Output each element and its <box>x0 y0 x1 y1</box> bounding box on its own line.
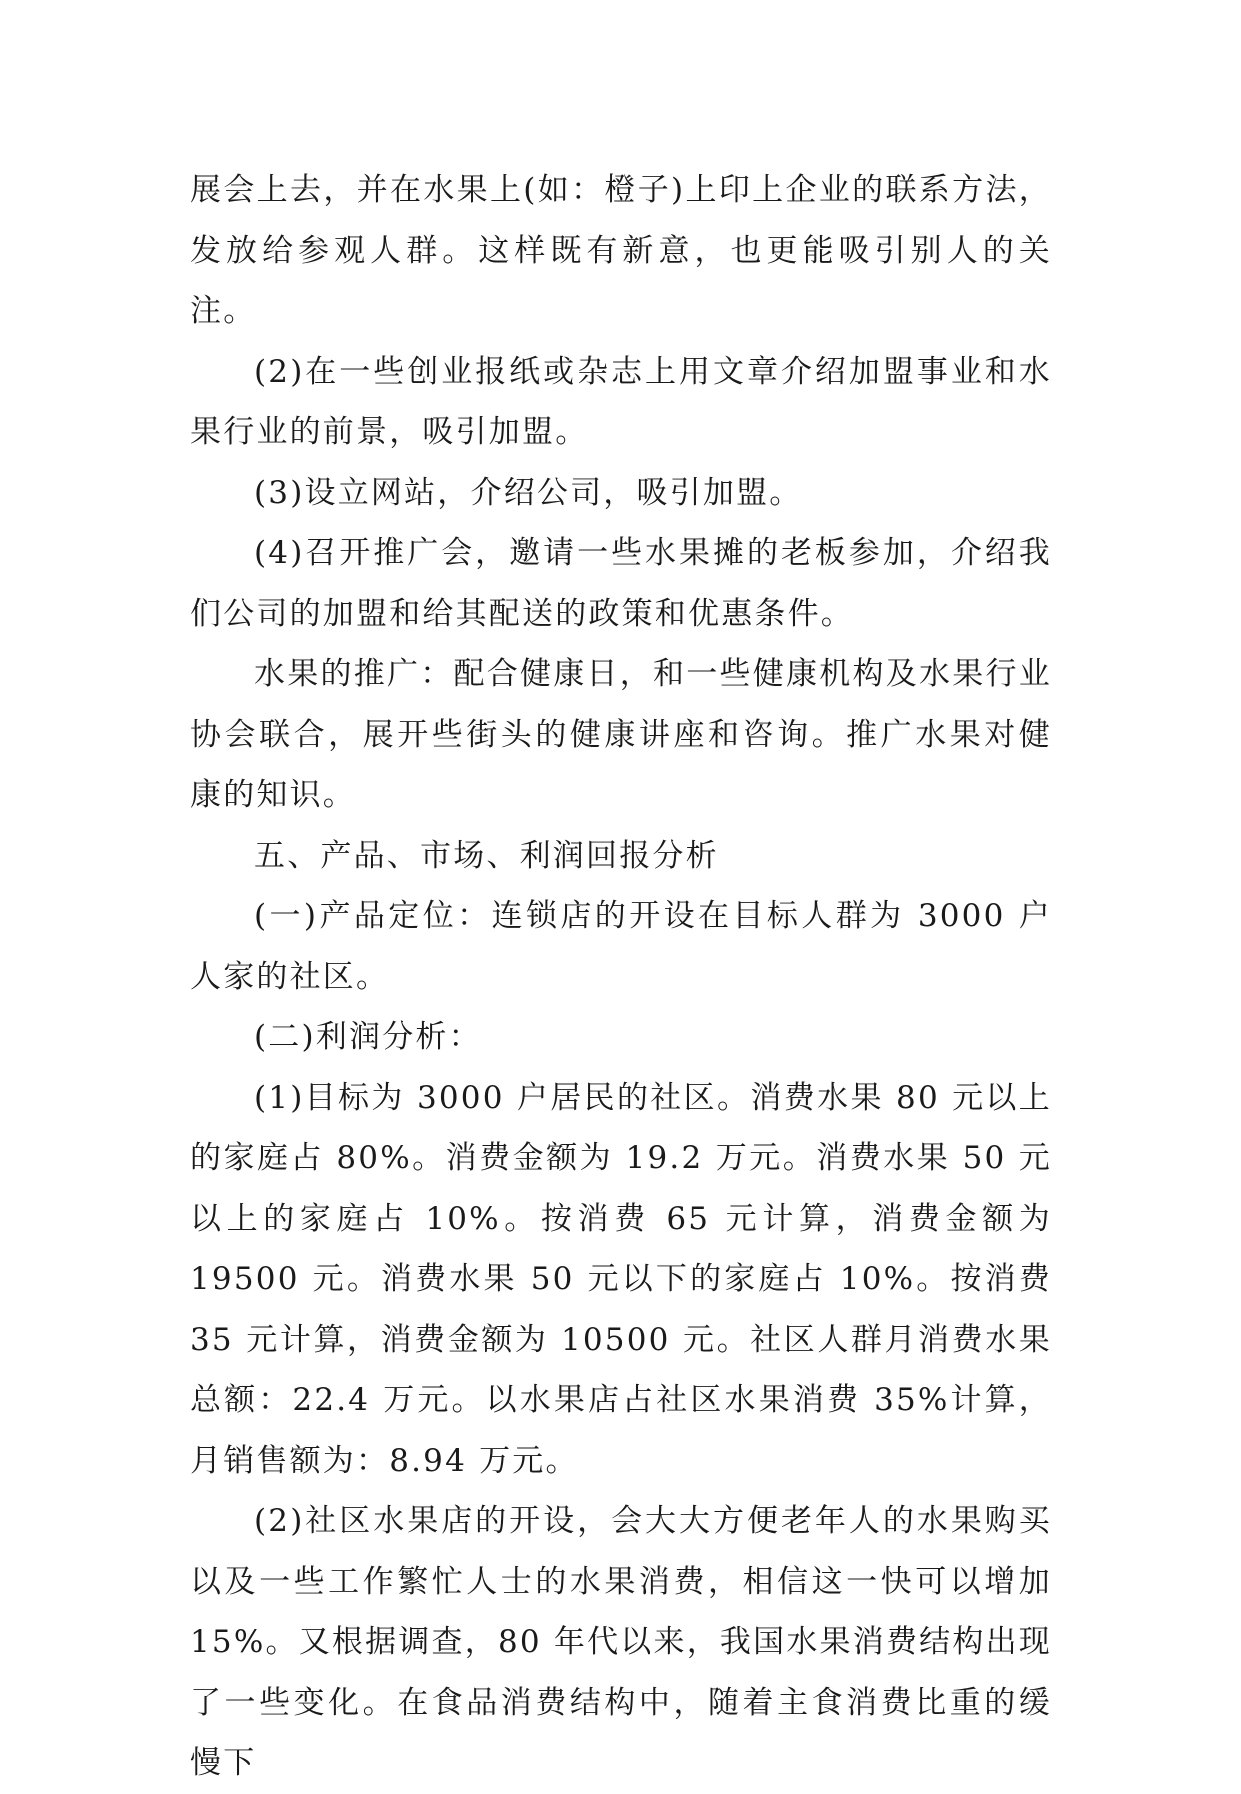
paragraph-9: (1)目标为 3000 户居民的社区。消费水果 80 元以上的家庭占 80%。消费金额为 19.2 万元。消费水果 50 元以上的家庭占 10%。按消费 65 元计算，消费金额为 19500 元。消费水果 50 元以下的家庭占 10%。按消费 35 元计算，消费金额为 10500 元。社区人群月消费水果总额：22.4 万元。以水果店占社区水果消费 35%计算，月销售额为：8.94 万元。 <box>190 1079 1052 1479</box>
paragraph-3: (3)设立网站，介绍公司，吸引加盟。 <box>254 474 803 511</box>
paragraph-5: 水果的推广：配合健康日，和一些健康机构及水果行业协会联合，展开些街头的健康讲座和咨询。推广水果对健康的知识。 <box>190 656 1052 813</box>
paragraph-2: (2)在一些创业报纸或杂志上用文章介绍加盟事业和水果行业的前景，吸引加盟。 <box>190 353 1052 450</box>
document-body <box>190 160 1052 1794</box>
paragraph-7: (一)产品定位：连锁店的开设在目标人群为 3000 户人家的社区。 <box>190 898 1052 995</box>
subsection-heading: (二)利润分析： <box>254 1019 482 1055</box>
section-heading: 五、产品、市场、利润回报分析 <box>254 837 719 874</box>
paragraph-4: (4)召开推广会，邀请一些水果摊的老板参加，介绍我们公司的加盟和给其配送的政策和优惠条件。 <box>190 535 1052 632</box>
paragraph-1: 展会上去，并在水果上(如：橙子)上印上企业的联系方法，发放给参观人群。这样既有新意，也更能吸引别人的关注。 <box>190 172 1052 329</box>
paragraph-10: (2)社区水果店的开设，会大大方便老年人的水果购买以及一些工作繁忙人士的水果消费，相信这一快可以增加 15%。又根据调查，80 年代以来，我国水果消费结构出现了一些变化。在食品消费结构中，随着主食消费比重的缓慢下 <box>190 1503 1052 1781</box>
